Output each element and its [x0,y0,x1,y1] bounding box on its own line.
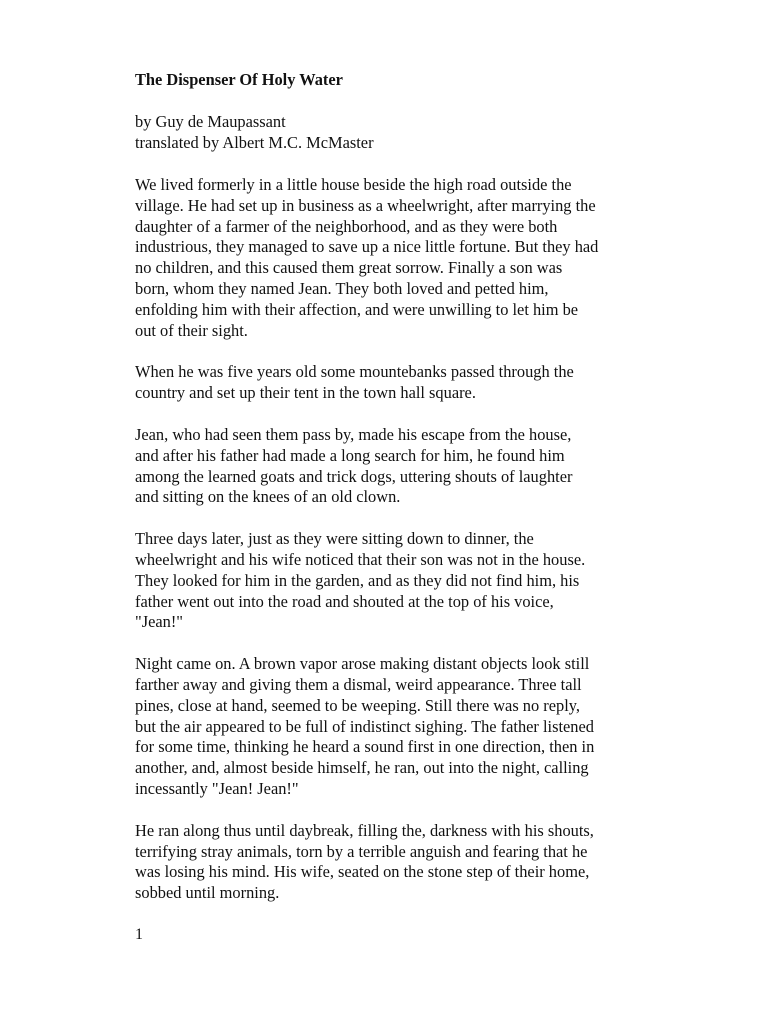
paragraph [135,425,635,508]
text-line: village. He had set up in business as a wheelwright, after marrying the [135,195,596,215]
translator-line: translated by Albert M.C. McMaster [135,133,374,152]
text-line: daughter of a farmer of the neighborhood, and as they were both [135,216,558,236]
text-line: country and set up their tent in the town hall square. [135,383,476,403]
text-line: sobbed until morning. [135,883,280,903]
text-line: wheelwright and his wife noticed that their son was not in the house. [135,549,586,569]
page-number: 1 [135,926,143,943]
text-line: incessantly "Jean! Jean!" [135,778,299,798]
text-line: enfolding him with their affection, and were unwilling to let him be [135,299,579,319]
document-page [135,70,635,904]
text-line: They looked for him in the garden, and as they did not find him, his [135,570,580,590]
text-line: terrifying stray animals, torn by a terrible anguish and fearing that he [135,841,588,861]
paragraph [135,654,635,800]
body-text [135,175,635,904]
paragraph [135,362,635,404]
text-line: born, whom they named Jean. They both loved and petted him, [135,278,549,298]
byline [135,112,635,154]
text-line: We lived formerly in a little house beside the high road outside the [135,175,572,194]
text-line: Night came on. A brown vapor arose making distant objects look still [135,654,590,674]
text-line: pines, close at hand, seemed to be weeping. Still there was no reply, [135,695,581,715]
paragraph [135,175,635,341]
author-line: by Guy de Maupassant [135,112,286,131]
paragraph [135,529,635,633]
text-line: Jean, who had seen them pass by, made his escape from the house, [135,424,572,444]
text-line: "Jean!" [135,612,183,632]
text-line: among the learned goats and trick dogs, uttering shouts of laughter [135,466,573,486]
text-line: was losing his mind. His wife, seated on the stone step of their home, [135,862,590,882]
text-line: industrious, they managed to save up a nice little fortune. But they had [135,237,599,257]
text-line: for some time, thinking he heard a sound first in one direction, then in [135,737,595,757]
text-line: but the air appeared to be full of indistinct sighing. The father listened [135,716,594,736]
text-line: Three days later, just as they were sitting down to dinner, the [135,529,534,549]
text-line: When he was five years old some mountebanks passed through the [135,362,574,382]
text-line: farther away and giving them a dismal, weird appearance. Three tall [135,674,582,694]
text-line: out of their sight. [135,320,248,340]
text-line: and sitting on the knees of an old clown. [135,487,401,507]
text-line: He ran along thus until daybreak, filling the, darkness with his shouts, [135,820,594,840]
text-line: no children, and this caused them great sorrow. Finally a son was [135,258,563,278]
document-title: The Dispenser Of Holy Water [135,70,343,89]
text-line: father went out into the road and shouted at the top of his voice, [135,591,554,611]
paragraph [135,821,635,904]
text-line: and after his father had made a long search for him, he found him [135,445,565,465]
text-line: another, and, almost beside himself, he ran, out into the night, calling [135,758,589,778]
